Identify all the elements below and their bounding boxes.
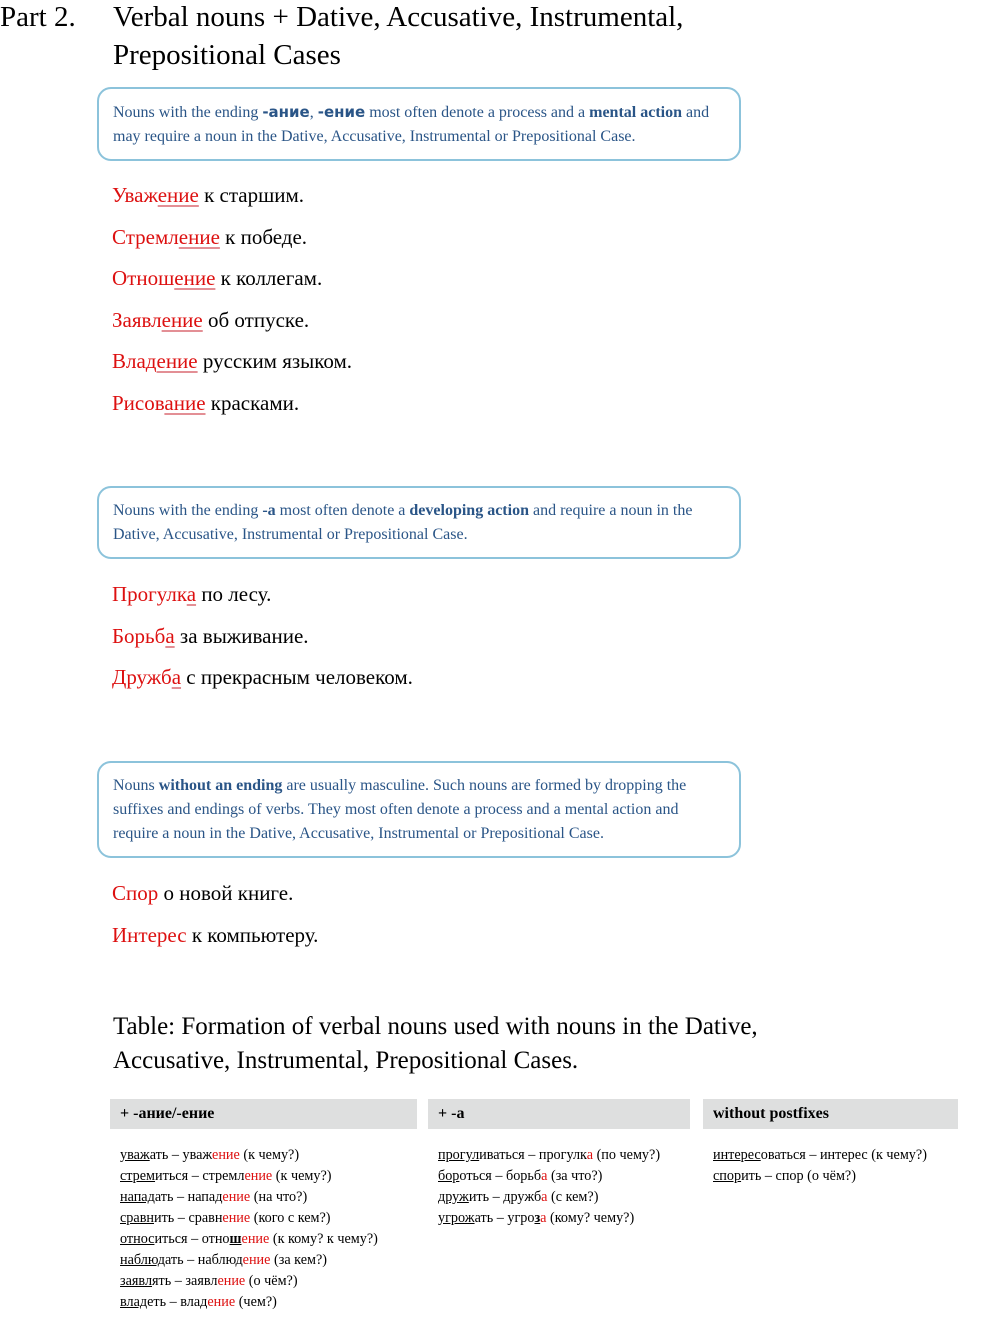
noun-alternation: з [534,1210,541,1226]
example-stem: Отнош [112,266,175,290]
verb-rest: оваться [760,1147,806,1163]
example-sentence [112,383,352,425]
example-rest: к старшим. [198,183,305,207]
verb-rest: иться [154,1231,188,1247]
noun-stem: стремл [202,1168,245,1184]
column-body [428,1145,690,1229]
case-question: (за что?) [547,1168,603,1184]
table-row [438,1166,690,1187]
noun-stem: наблюд [197,1252,243,1268]
dash: – [805,1147,820,1163]
noun-stem: сравн [188,1210,223,1226]
noun-stem: отно [201,1231,230,1247]
dash: – [168,1147,183,1163]
case-question: (к чему?) [272,1168,332,1184]
example-sentence [112,217,352,259]
note-bold: without an ending [158,777,283,794]
verb-stem: прогул [438,1147,480,1163]
dash: – [187,1231,202,1247]
note-text: Nouns with the ending [113,502,263,519]
noun-suffix: ение [244,1168,273,1184]
dash: – [166,1294,181,1310]
verb-stem: относ [120,1231,155,1247]
example-rest: красками. [205,390,300,415]
note-ending: -a [262,502,276,519]
table-row [120,1229,417,1250]
column-header: + -а [428,1099,690,1129]
noun-suffix: ение [242,1252,271,1268]
note-text: most often denote a [275,502,410,519]
example-sentence [112,915,318,957]
noun-suffix: ение [222,1210,251,1226]
table-column-a [428,1099,690,1229]
table-title: Table: Formation of verbal nouns used with nouns in the Dative, Accusative, Instrumental, Prepositional Cases. [113,1013,758,1074]
verb-stem: бор [438,1168,460,1184]
note-text: most often denote a process and a [365,104,590,121]
table-row [713,1145,958,1166]
examples-no-ending [112,873,318,956]
example-sentence [112,616,413,658]
noun-suffix: а [586,1147,594,1163]
verb-stem: напад [120,1189,155,1205]
verb-stem: спор [713,1168,742,1184]
verb-stem: стрем [120,1168,156,1184]
verb-stem: наблюд [120,1252,165,1268]
example-word: Интерес [112,922,187,947]
table-row [120,1187,417,1208]
verb-stem: друж [438,1189,469,1205]
column-header: without postfixes [703,1099,958,1129]
example-stem: Борьб [112,623,166,648]
example-rest: русским языком. [197,349,353,373]
table-row [120,1292,417,1313]
example-sentence [112,341,352,383]
example-stem: Прогулк [112,582,187,606]
example-rest: за выживание. [174,623,309,648]
dash: – [761,1168,776,1184]
note-text: and may require a noun in the Dative, Accusative, Instrumental or Prepositional Case. [113,104,710,145]
case-question: (кого с кем?) [250,1210,331,1226]
case-question: (к чему?) [867,1147,927,1163]
example-rest: к коллегам. [215,266,323,290]
dash: – [173,1189,188,1205]
example-ending: ение [178,224,220,249]
table-column-anie-enie [110,1099,417,1313]
verb-rest: ать [149,1147,169,1163]
verb-rest: ать [154,1189,174,1205]
verb-rest: ить [153,1210,175,1226]
example-stem: Заявл [112,307,162,332]
example-rest: об отпуске. [202,307,310,332]
example-rest: к победе. [219,224,308,249]
case-question: (к чему?) [239,1147,300,1163]
verb-stem: уваж [120,1147,150,1163]
dash: – [524,1147,539,1163]
example-sentence [112,258,352,300]
case-question: (за кем?) [270,1252,328,1268]
example-rest: к компьютеру. [186,922,319,947]
noun-stem: спор [775,1168,804,1184]
example-ending: ение [157,183,199,207]
example-ending: ание [164,390,206,415]
dash: – [171,1273,186,1289]
verb-rest: ить [468,1189,490,1205]
example-sentence [112,175,352,217]
verb-rest: еть [147,1294,167,1310]
table-row [120,1271,417,1292]
verb-stem: сравн [120,1210,154,1226]
noun-stem: напад [187,1189,223,1205]
noun-suffix: ение [212,1147,240,1163]
note-text: Nouns [113,777,159,794]
example-rest: с прекрасным человеком. [181,665,413,689]
table-row [438,1187,690,1208]
note-bold: mental action [589,104,682,121]
noun-stem: угро [507,1210,535,1226]
table-row [120,1250,417,1271]
verb-rest: иться [155,1168,189,1184]
example-ending: ение [161,307,203,332]
verb-stem: заявл [120,1273,153,1289]
case-question: (о чём?) [245,1273,298,1289]
noun-stem: уваж [182,1147,213,1163]
dash: – [493,1210,508,1226]
example-sentence [112,873,318,915]
note-bold: developing action [409,502,529,519]
case-question: (на что?) [250,1189,308,1205]
case-question: (кому? чему?) [546,1210,635,1226]
note-text: , [309,104,318,121]
note-text: and require a noun in the Dative, Accusative, Instrumental or Prepositional Case. [113,502,693,543]
example-ending: ение [156,349,198,373]
table-row [438,1145,690,1166]
table-row [438,1208,690,1229]
table-column-without-postfixes [703,1099,958,1187]
noun-stem: заявл [185,1273,218,1289]
noun-suffix: а [540,1210,547,1226]
noun-suffix: а [541,1189,548,1205]
verb-rest: иваться [479,1147,525,1163]
noun-stem: борьб [506,1168,542,1184]
dash: – [489,1189,504,1205]
example-rest: о новой книге. [158,881,294,905]
case-question: (по чему?) [593,1147,661,1163]
noun-suffix: ение [207,1294,236,1310]
column-body [110,1145,417,1313]
info-box-a-ending [97,486,741,559]
example-sentence [112,574,413,616]
verb-rest: ять [152,1273,172,1289]
case-question: (чем?) [235,1294,277,1310]
noun-alternation: ш [229,1231,242,1247]
noun-suffix: а [541,1168,548,1184]
noun-stem: дружб [503,1189,542,1205]
table-row [713,1166,958,1187]
example-sentence [112,300,352,342]
info-box-anie-enie [97,87,741,161]
case-question: (с кем?) [547,1189,599,1205]
dash: – [174,1210,189,1226]
table-row [120,1208,417,1229]
case-question: (о чём?) [803,1168,856,1184]
table-row [120,1166,417,1187]
example-word: Спор [112,881,159,905]
example-ending: а [171,665,182,689]
example-stem: Рисов [112,390,165,415]
page-title: Verbal nouns + Dative, Accusative, Instrumental, Prepositional Cases [113,1,684,71]
example-ending: а [186,582,197,606]
example-sentence [112,657,413,699]
note-ending: -ание [262,103,310,121]
note-text: are usually masculine. Such nouns are formed by dropping the suffixes and endings of verbs. They most often denote a process and a mental action and require a noun in the Dative, Accusative, Instrumental or Prepositional Case. [113,777,687,842]
noun-stem: прогулк [538,1147,587,1163]
note-ending: -ение [317,103,366,121]
examples-anie-enie [112,175,352,424]
noun-stem: интерес [819,1147,868,1163]
dash: – [183,1252,198,1268]
dash: – [491,1168,506,1184]
verb-stem: влад [120,1294,148,1310]
examples-a-ending [112,574,413,699]
dash: – [188,1168,203,1184]
noun-suffix: ение [217,1273,246,1289]
case-question: (к кому? к чему?) [269,1231,378,1247]
table-row [120,1145,417,1166]
verb-stem: угрож [438,1210,475,1226]
verb-rest: ать [474,1210,494,1226]
noun-suffix: ение [241,1231,270,1247]
verb-stem: интерес [713,1147,761,1163]
example-stem: Дружб [112,665,172,689]
example-stem: Уваж [112,183,158,207]
column-body [703,1145,958,1187]
info-box-no-ending [97,761,741,858]
note-text: Nouns with the ending [113,104,263,121]
verb-rest: ить [741,1168,762,1184]
part-number: Part 2. [0,1,76,33]
verb-rest: ать [164,1252,184,1268]
example-rest: по лесу. [196,582,272,606]
verb-rest: оться [459,1168,492,1184]
example-ending: а [165,623,175,648]
example-stem: Влад [112,349,157,373]
column-header: + -ание/-ение [110,1099,417,1129]
noun-suffix: ение [222,1189,251,1205]
example-ending: ение [174,266,216,290]
noun-stem: влад [180,1294,208,1310]
example-stem: Стремл [112,224,179,249]
